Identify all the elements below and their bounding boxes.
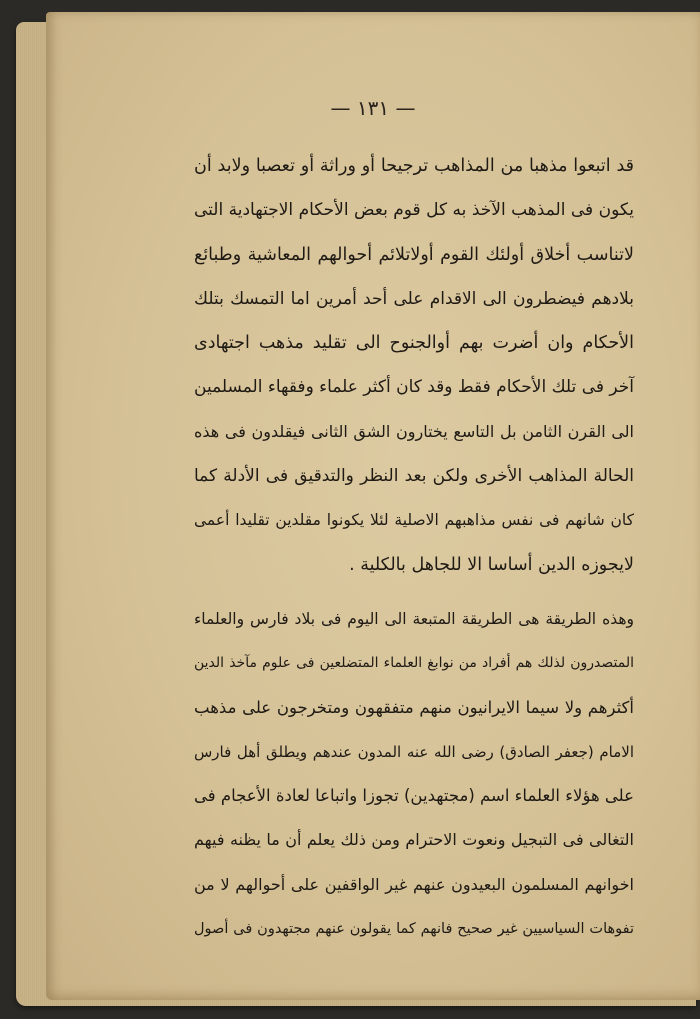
text-line: أكثرهم ولا سيما الايرانيون منهم متفقهون ومتخرجون على مذهب	[194, 697, 634, 717]
text-line: كان شانهم فى نفس مذاهبهم الاصلية لئلا يكونوا مقلدين تقليدا أعمى	[194, 511, 634, 530]
paragraph-1	[194, 144, 634, 587]
text-line: يكون فى المذهب الآخذ به كل قوم بعض الأحكام الاجتهادية التى	[194, 200, 634, 221]
text-line: الأحكام وان أضرت بهم أوالجنوح الى تقليد مذهب اجتهادى	[194, 333, 634, 354]
text-line: على هؤلاء العلماء اسم (مجتهدين) تجوزا واتباعا لعادة الأعجام فى	[194, 786, 634, 806]
text-line: اخوانهم المسلمون البعيدون عنهم غير الواقفين على أحوالهم لا من	[194, 874, 634, 894]
text-line: التغالى فى التبجيل ونعوت الاحترام ومن ذلك يعلم أن ما يظنه فيهم	[194, 830, 634, 850]
text-line: لاتناسب أخلاق أولئك القوم أولاتلائم أحوالهم المعاشية وطبائع	[194, 244, 634, 265]
text-line: تفوهات السياسيين غير صحيح فانهم كما يقولون عنهم مجتهدون فى أصول	[194, 921, 634, 938]
book	[10, 8, 700, 1012]
text-line: قد اتبعوا مذهبا من المذاهب ترجيحا أو وراثة أو تعصبا ولابد أن	[194, 156, 634, 176]
book-page	[46, 12, 700, 1000]
text-line: الى القرن الثامن بل التاسع يختارون الشق الثانى فيقلدون فى هذه	[194, 421, 634, 441]
text-line: لايجوزه الدين أساسا الا للجاهل بالكلية .	[349, 554, 634, 575]
paragraph-2	[194, 597, 634, 951]
text-line: بلادهم فيضطرون الى الاقدام على أحد أمرين اما التمسك بتلك	[194, 288, 634, 309]
text-line: وهذه الطريقة هى الطريقة المتبعة الى اليوم فى بلاد فارس والعلماء	[194, 609, 634, 628]
paragraph-gap	[194, 587, 634, 597]
text-line: المتصدرون لذلك هم أفراد من نوابغ العلماء المتضلعين فى علوم مآخذ الدين	[194, 655, 634, 672]
page-body	[194, 144, 634, 951]
text-line: الحالة المذاهب الأخرى ولكن بعد النظر والتدقيق فى الأدلة كما	[194, 466, 634, 487]
text-line: آخر فى تلك الأحكام فقط وقد كان أكثر علماء وفقهاء المسلمين	[194, 377, 634, 398]
page-number: — ١٣١ —	[330, 96, 416, 120]
text-line: الامام (جعفر الصادق) رضى الله عنه المدون عندهم ويطلق أهل فارس	[194, 742, 634, 761]
